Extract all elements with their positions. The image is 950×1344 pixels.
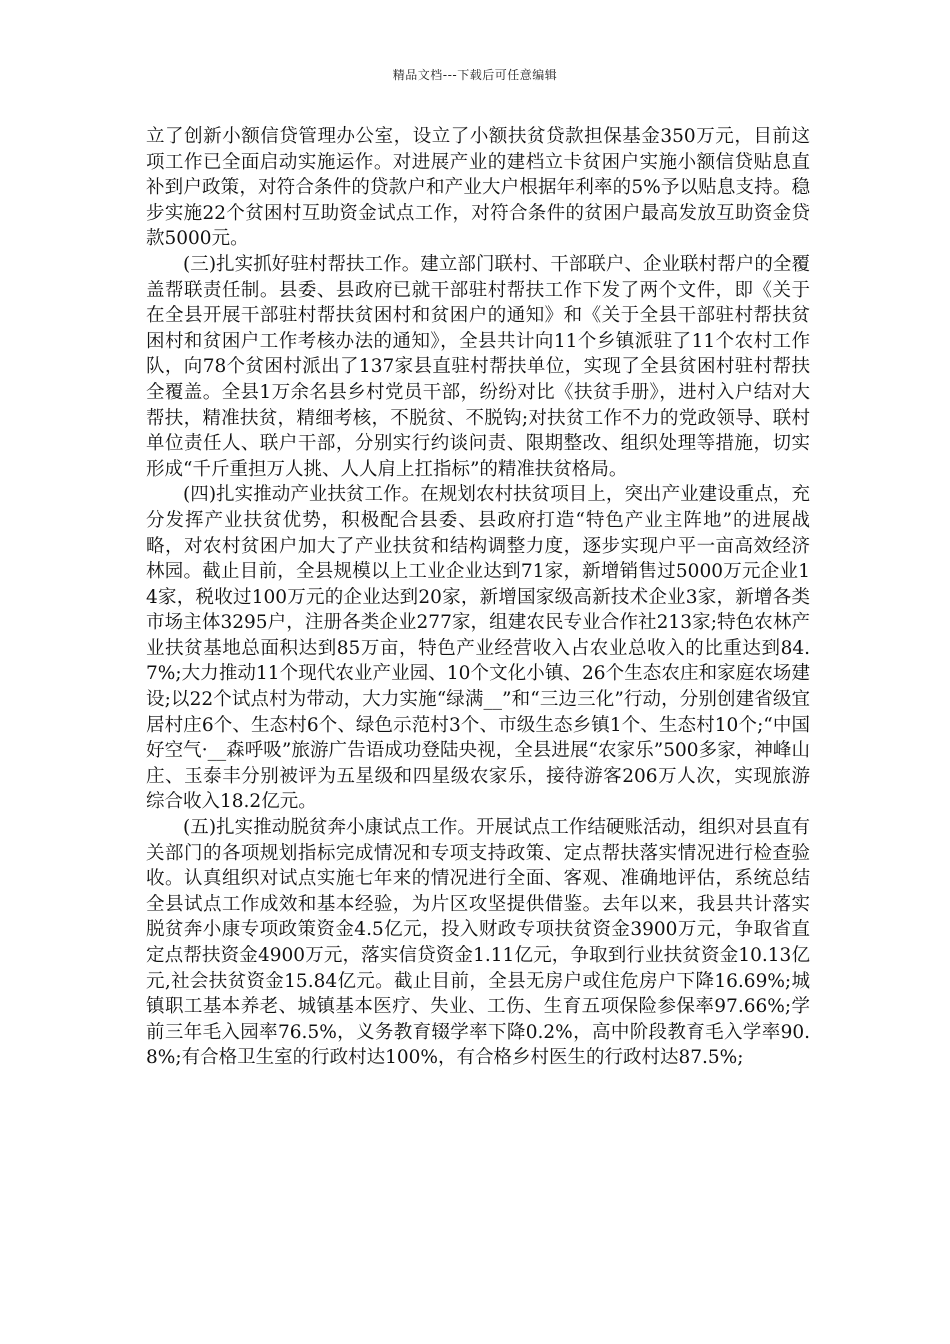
page-header: 精品文档---下载后可任意编辑 <box>392 68 558 82</box>
paragraph-1: 立了创新小额信贷管理办公室，设立了小额扶贫贷款担保基金350万元，目前这项工作已全面启动实施运作。对进展产业的建档立卡贫困户实施小额信贷贴息直补到户政策，对符合条件的贷款户和产业大户根据年利率的5%予以贴息支持。稳步实施22个贫困村互助资金试点工作，对符合条件的贫困户最高发放互助资金贷款5000元。 <box>146 126 810 250</box>
paragraph-2: (三)扎实抓好驻村帮扶工作。建立部门联村、干部联户、企业联村帮户的全覆盖帮联责任制。县委、县政府已就干部驻村帮扶工作下发了两个文件，即《关于在全县开展干部驻村帮扶贫困村和贫困户的通知》和《关于全县干部驻村帮扶贫困村和贫困户工作考核办法的通知》，全县共计向11个乡镇派驻了11个农村工作队，向78个贫困村派出了137家县直驻村帮扶单位，实现了全县贫困村驻村帮扶全覆盖。全县1万余名县乡村党员干部，纷纷对比《扶贫手册》，进村入户结对大帮扶，精准扶贫，精细考核，不脱贫、不脱钩;对扶贫工作不力的党政领导、联村单位责任人、联户干部，分别实行约谈问责、限期整改、组织处理等措施，切实形成“千斤重担万人挑、人人肩上扛指标”的精准扶贫格局。 <box>146 253 810 480</box>
paragraph-4: (五)扎实推动脱贫奔小康试点工作。开展试点工作结硬账活动，组织对县直有关部门的各项规划指标完成情况和专项支持政策、定点帮扶落实情况进行检查验收。认真组织对试点实施七年来的情况进行全面、客观、准确地评估，系统总结全县试点工作成效和基本经验，为片区攻坚提供借鉴。去年以来，我县共计落实脱贫奔小康专项政策资金4.5亿元，投入财政专项扶贫资金3900万元，争取省直定点帮扶资金4900万元，落实信贷资金1.11亿元，争取到行业扶贫资金10.13亿元,社会扶贫资金15.84亿元。截止目前，全县无房户或住危房户下降16.69%;城镇职工基本养老、城镇基本医疗、失业、工伤、生育五项保险参保率97.66%;学前三年毛入园率76.5%，义务教育辍学率下降0.2%，高中阶段教育毛入学率90.8%;有合格卫生室的行政村达100%，有合格乡村医生的行政村达87.5%; <box>146 817 810 1069</box>
paragraph-3: (四)扎实推动产业扶贫工作。在规划农村扶贫项目上，突出产业建设重点，充分发挥产业扶贫优势，积极配合县委、县政府打造“特色产业主阵地”的进展战略，对农村贫困户加大了产业扶贫和结构调整力度，逐步实现户平一亩高效经济林园。截止目前，全县规模以上工业企业达到71家，新增销售过5000万元企业14家，税收过100万元的企业达到20家，新增国家级高新技术企业3家，新增各类市场主体3295户，注册各类企业277家，组建农民专业合作社213家;特色农林产业扶贫基地总面积达到85万亩，特色产业经营收入占农业总收入的比重达到84.7%;大力推动11个现代农业产业园、10个文化小镇、26个生态农庄和家庭农场建设;以22个试点村为带动，大力实施“绿满__”和“三边三化”行动，分别创建省级宜居村庄6个、生态村6个、绿色示范村3个、市级生态乡镇1个、生态村10个;“中国好空气·__森呼吸”旅游广告语成功登陆央视，全县进展“农家乐”500多家，神峰山庄、玉泰丰分别被评为五星级和四星级农家乐，接待游客206万人次，实现旅游综合收入18.2亿元。 <box>146 484 810 813</box>
document-body <box>146 124 810 1071</box>
